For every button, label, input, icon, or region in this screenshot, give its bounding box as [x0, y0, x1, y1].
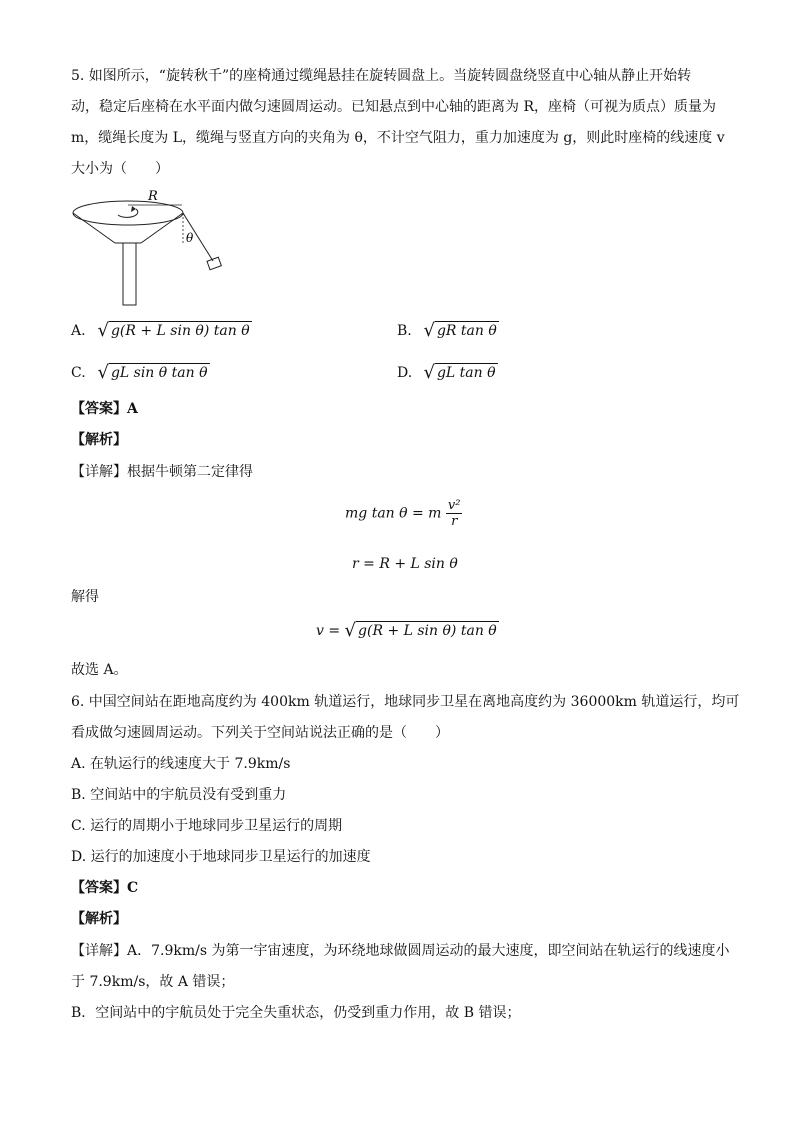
sqrt-icon: √	[423, 362, 435, 383]
q6-option-c: C. 运行的周期小于地球同步卫星运行的周期	[71, 818, 343, 834]
q5-option-d: D. √ gL tan θ	[397, 362, 496, 383]
fraction: $\frac{\text{v²}}{r}$	[447, 498, 461, 529]
q6-option-a: A. 在轨运行的线速度大于 7.9km/s	[71, 756, 291, 772]
q6-stem-line-1: 6. 中国空间站在距地高度约为 400km 轨道运行，地球同步卫星在离地高度约为 36000km 轨道运行，均可	[71, 694, 740, 710]
q5-answer: 【答案】A	[71, 401, 138, 417]
sqrt-icon: √	[344, 620, 357, 641]
q5-solve-label: 解得	[71, 589, 99, 605]
q6-detail-line-3: B．空间站中的宇航员处于完全失重状态，仍受到重力作用，故 B 错误；	[71, 1005, 521, 1021]
figure-label-r: R	[148, 189, 158, 204]
q6-option-d: D. 运行的加速度小于地球同步卫星运行的加速度	[71, 849, 371, 865]
sqrt-icon: √	[97, 320, 109, 341]
q5-equation-1: mg tan θ = m $\frac{\text{v²}}{r}$	[345, 498, 461, 529]
q5-stem-line-3: m，缆绳长度为 L，缆绳与竖直方向的夹角为 θ，不计空气阻力，重力加速度为 g，则此时座椅的线速度 v	[71, 130, 725, 146]
q5-equation-2: r = R + L sin θ	[352, 556, 458, 572]
sqrt-icon: √	[423, 320, 435, 341]
q5-equation-3: v = √ g(R + L sin θ) tan θ	[316, 620, 497, 641]
q6-option-b: B. 空间站中的宇航员没有受到重力	[71, 787, 287, 803]
q5-stem-line-1: 5. 如图所示，“旋转秋千”的座椅通过缆绳悬挂在旋转圆盘上。当旋转圆盘绕竖直中心轴从静止开始转	[71, 68, 692, 84]
q5-detail: 【详解】根据牛顿第二定律得	[71, 464, 253, 480]
q5-option-c: C. √ gL sin θ tan θ	[71, 362, 208, 383]
q6-answer: 【答案】C	[71, 880, 139, 896]
q5-conclusion: 故选 A。	[71, 662, 128, 678]
q6-detail-line-1: 【详解】A．7.9km/s 为第一宇宙速度，为环绕地球做圆周运动的最大速度，即空间站在轨运行的线速度小	[71, 943, 730, 959]
rotating-swing-figure	[70, 185, 240, 310]
q5-option-b: B. √ gR tan θ	[397, 320, 497, 341]
q5-analysis-heading: 【解析】	[71, 432, 127, 448]
figure-label-theta: θ	[186, 231, 194, 245]
q6-analysis-heading: 【解析】	[71, 911, 127, 927]
q5-stem-line-4: 大小为（ ）	[71, 161, 169, 177]
q6-stem-line-2: 看成做匀速圆周运动。下列关于空间站说法正确的是（ ）	[71, 725, 449, 741]
q6-detail-line-2: 于 7.9km/s，故 A 错误；	[71, 974, 235, 990]
sqrt-icon: √	[97, 362, 109, 383]
q5-stem-line-2: 动，稳定后座椅在水平面内做匀速圆周运动。已知悬点到中心轴的距离为 R，座椅（可视为质点）质量为	[71, 99, 716, 115]
q5-option-a: A. √ g(R + L sin θ) tan θ	[71, 320, 250, 341]
